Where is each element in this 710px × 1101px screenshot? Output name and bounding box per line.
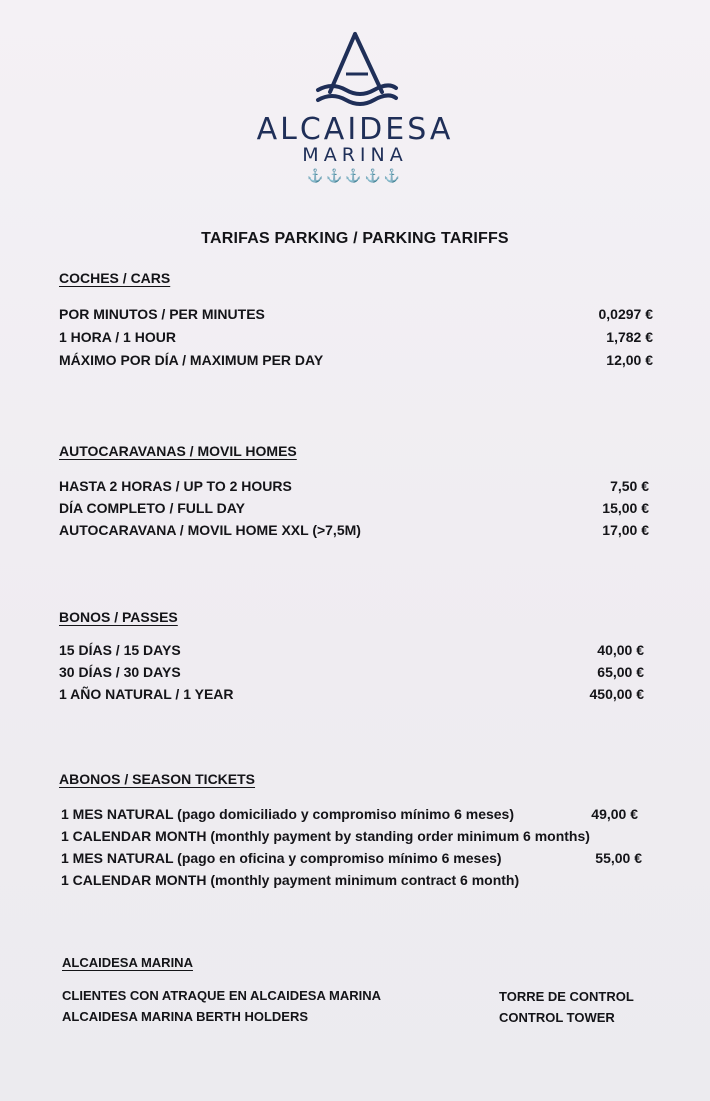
tariff-row-label: 1 CALENDAR MONTH (monthly payment minimum contract 6 month) bbox=[61, 872, 520, 888]
tariff-row-price: 0,0297 € bbox=[598, 306, 653, 322]
tariff-row-label: MÁXIMO POR DÍA / MAXIMUM PER DAY bbox=[59, 352, 324, 368]
tariff-row-label: 1 HORA / 1 HOUR bbox=[59, 329, 176, 345]
tariff-row-label: 1 MES NATURAL (pago en oficina y compromiso mínimo 6 meses) bbox=[61, 850, 502, 866]
section-heading-motorhomes: AUTOCARAVANAS / MOVIL HOMES bbox=[59, 443, 297, 459]
control-tower-label: CONTROL TOWER bbox=[499, 1010, 615, 1025]
tariff-row-price: 65,00 € bbox=[597, 664, 644, 680]
tariff-row-price: 450,00 € bbox=[589, 686, 644, 702]
anchor-rating-icon: ⚓⚓⚓⚓⚓ bbox=[307, 168, 403, 183]
tariff-row-label: 1 MES NATURAL (pago domiciliado y compromiso mínimo 6 meses) bbox=[61, 806, 515, 822]
tariff-row-label: DÍA COMPLETO / FULL DAY bbox=[59, 500, 245, 516]
logo bbox=[0, 22, 710, 192]
tariff-row-label: 30 DÍAS / 30 DAYS bbox=[59, 664, 181, 680]
tariff-row-price: 15,00 € bbox=[602, 500, 649, 516]
control-tower-label: TORRE DE CONTROL bbox=[499, 989, 634, 1004]
section-heading-season-tickets: ABONOS / SEASON TICKETS bbox=[59, 771, 256, 787]
tariff-row-label: 1 CALENDAR MONTH (monthly payment by standing order minimum 6 months) bbox=[61, 828, 590, 844]
tariff-row-label: 1 AÑO NATURAL / 1 YEAR bbox=[59, 686, 234, 702]
tariff-row-label: 15 DÍAS / 15 DAYS bbox=[59, 642, 181, 658]
tariff-row-price: 7,50 € bbox=[610, 478, 649, 494]
tariff-row-label: HASTA 2 HORAS / UP TO 2 HOURS bbox=[59, 478, 292, 494]
berth-note-line: CLIENTES CON ATRAQUE EN ALCAIDESA MARINA bbox=[62, 988, 381, 1003]
section-heading-passes: BONOS / PASSES bbox=[59, 609, 178, 625]
tariff-row-price: 40,00 € bbox=[597, 642, 644, 658]
tariff-row-label: AUTOCARAVANA / MOVIL HOME XXL (>7,5M) bbox=[59, 522, 361, 538]
brand-name: ALCAIDESA bbox=[256, 112, 454, 147]
brand-subtitle: MARINA bbox=[302, 144, 408, 166]
section-heading-cars: COCHES / CARS bbox=[59, 270, 171, 286]
tariff-row-price: 1,782 € bbox=[606, 329, 653, 345]
tariff-row-price: 12,00 € bbox=[606, 352, 653, 368]
tariff-row-label: POR MINUTOS / PER MINUTES bbox=[59, 306, 265, 322]
berth-note-line: ALCAIDESA MARINA BERTH HOLDERS bbox=[62, 1009, 309, 1024]
tariff-row-price: 55,00 € bbox=[595, 850, 642, 866]
sail-logo-icon bbox=[310, 30, 400, 118]
tariff-row-price: 49,00 € bbox=[591, 806, 638, 822]
section-heading-berth-holders: ALCAIDESA MARINA bbox=[62, 955, 193, 970]
page-title: TARIFAS PARKING / PARKING TARIFFS bbox=[201, 230, 509, 247]
tariff-row-price: 17,00 € bbox=[602, 522, 649, 538]
